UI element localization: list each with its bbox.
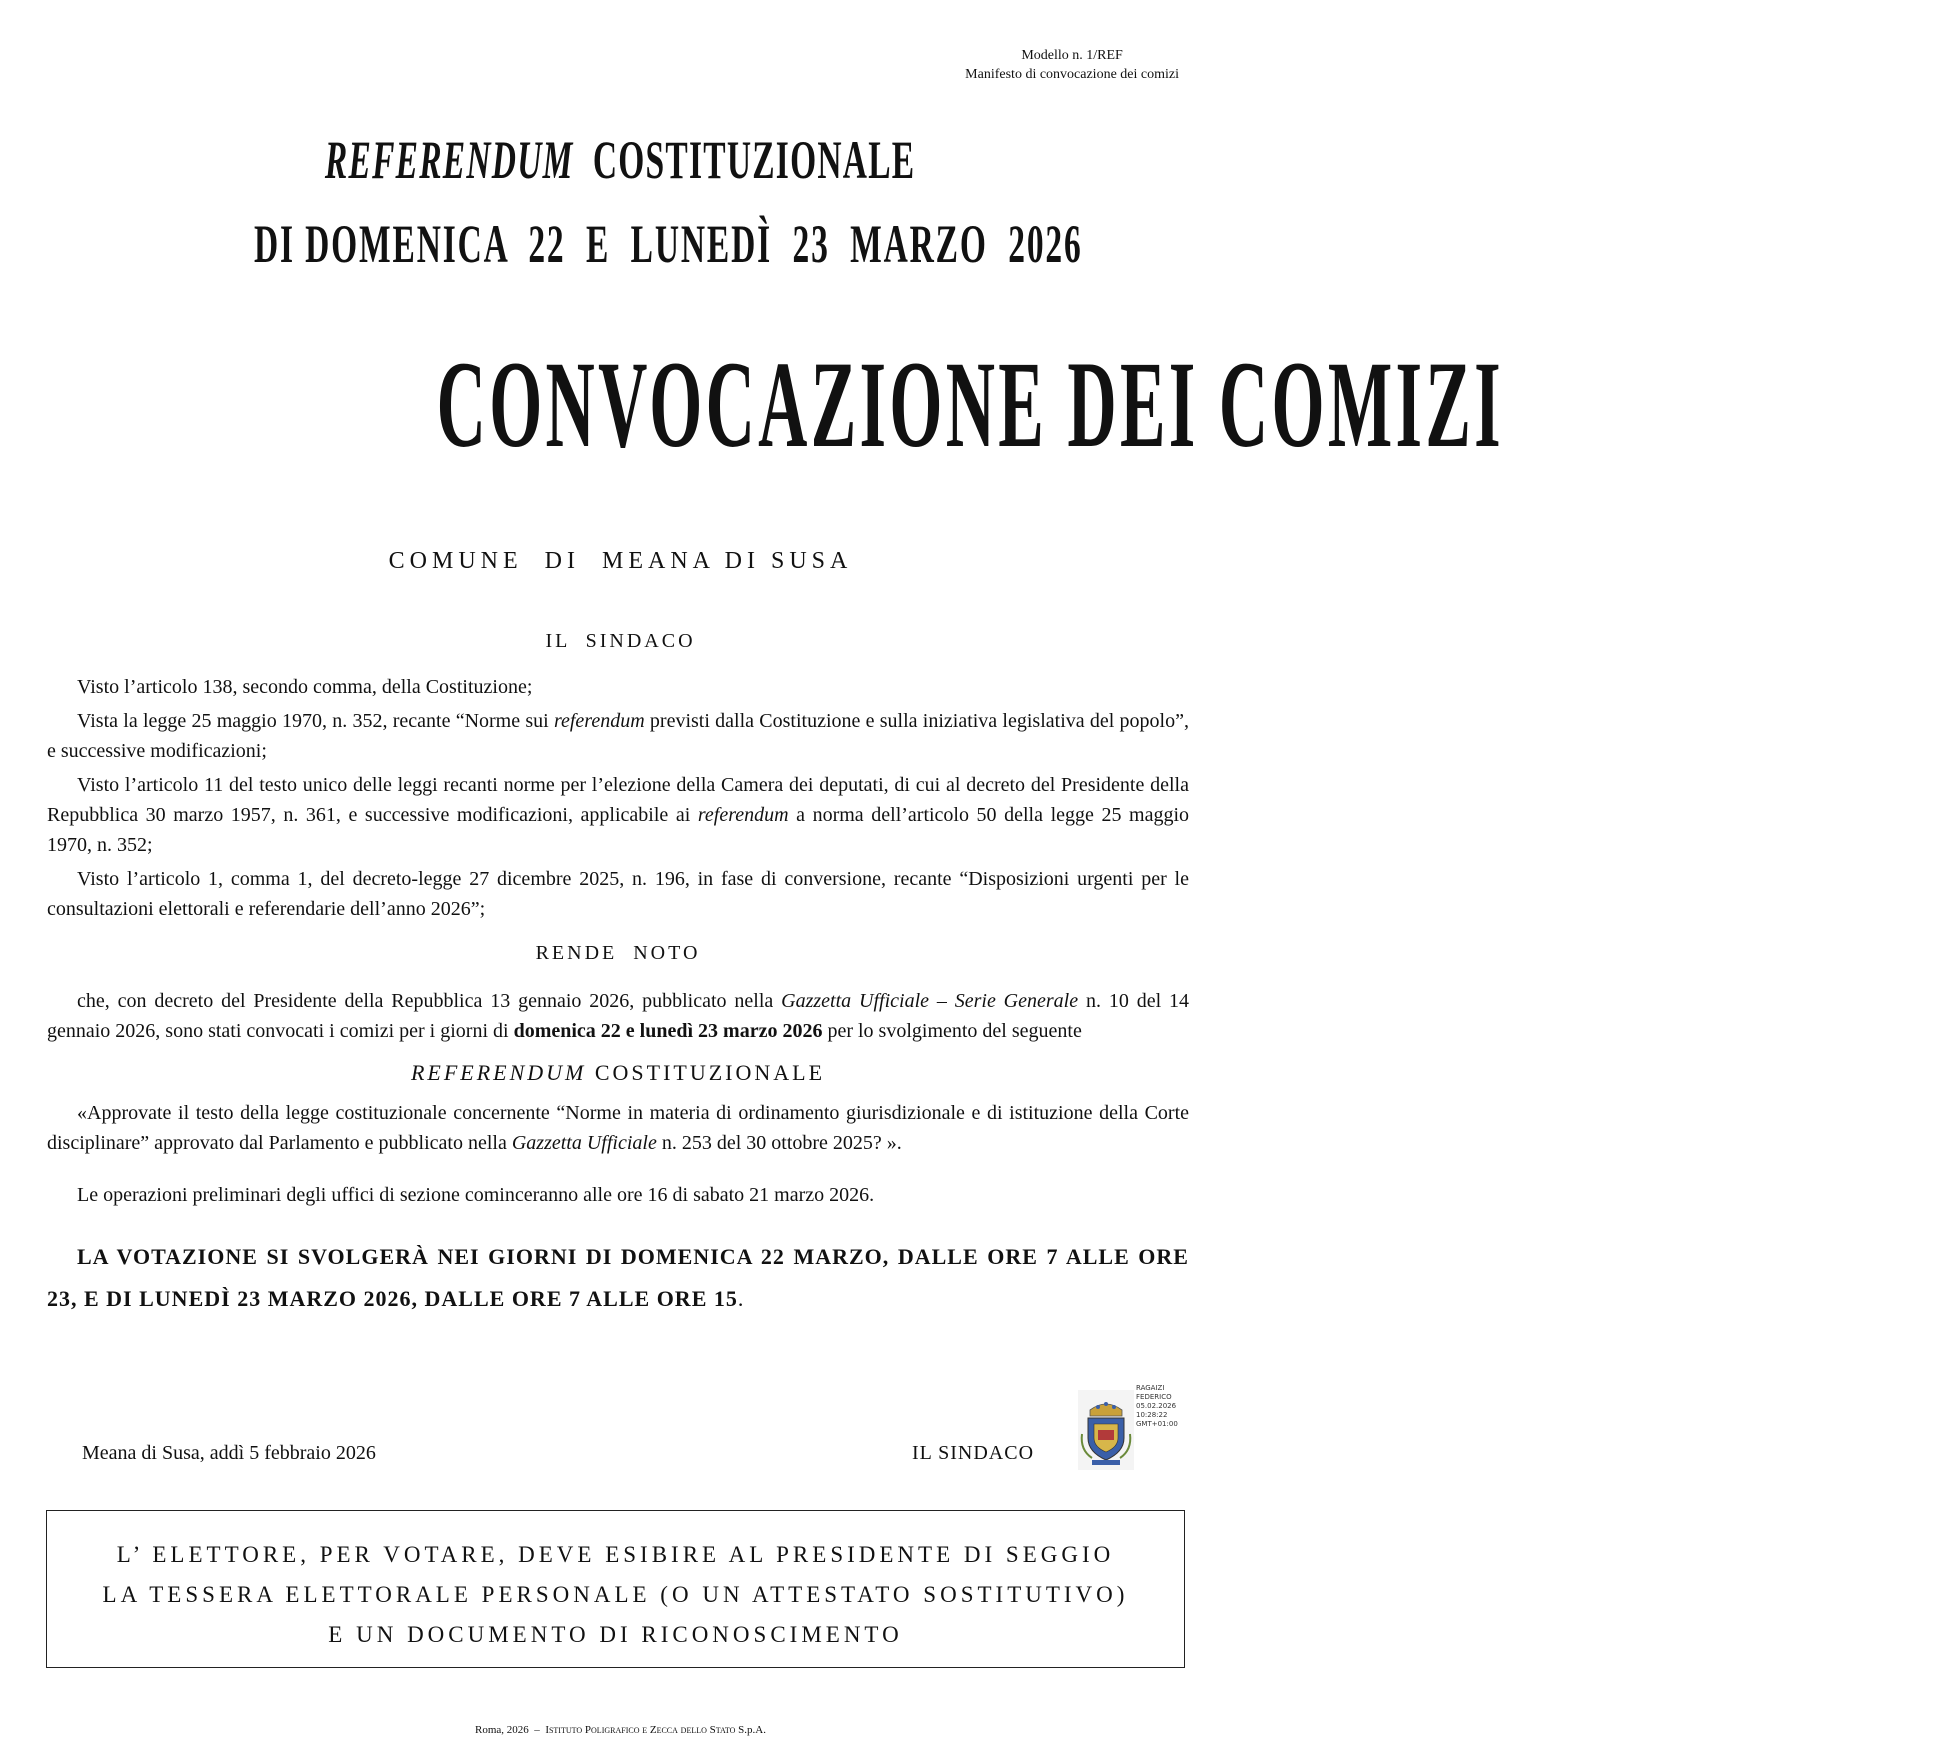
comune-name: COMUNE DI MEANA DI SUSA	[388, 548, 853, 574]
voter-notice-line-1: L’ ELETTORE, PER VOTARE, DEVE ESIBIRE AL PRESIDENTE DI SEGGIO	[116, 1542, 1115, 1567]
voter-notice-line-2: LA TESSERA ELETTORALE PERSONALE (O UN ATTESTATO SOSTITUTIVO)	[102, 1582, 1129, 1607]
premise-2: Vista la legge 25 maggio 1970, n. 352, recante “Norme sui referendum previsti dalla Costituzione e sulla iniziativa legislativa del popolo”, e successive modificazioni;	[47, 710, 1189, 762]
premise-1: Visto l’articolo 138, secondo comma, della Costituzione;	[77, 676, 533, 698]
preliminary-operations: Le operazioni preliminari degli uffici di sezione cominceranno alle ore 16 di sabato 21 marzo 2026.	[77, 1184, 875, 1206]
referendum-heading: REFERENDUM COSTITUZIONALE	[410, 1060, 826, 1085]
printer-footer: Roma, 2026 – Istituto Poligrafico e Zecca dello Stato S.p.A.	[475, 1724, 766, 1736]
premise-3: Visto l’articolo 11 del testo unico delle leggi recanti norme per l’elezione della Camera dei deputati, di cui al decreto del Presidente della Repubblica 30 marzo 1957, n. 361, e successive modificazioni, applicabile ai referendum a norma dell’articolo 50 della legge 25 maggio 1970, n. 352;	[47, 774, 1190, 856]
municipal-seal-icon	[1078, 1390, 1134, 1470]
place-and-date: Meana di Susa, addì 5 febbraio 2026	[82, 1442, 376, 1464]
voter-notice-box	[46, 1510, 1185, 1668]
premise-4: Visto l’articolo 1, comma 1, del decreto-legge 27 dicembre 2025, n. 196, in fase di conversione, recante “Disposizioni urgenti per le consultazioni elettorali e referendarie dell’anno 2026”;	[47, 868, 1189, 920]
il-sindaco-heading: IL SINDACO	[545, 630, 696, 652]
rende-noto-heading: RENDE NOTO	[535, 942, 701, 964]
model-number: Modello n. 1/REF	[1021, 48, 1123, 63]
notice-paragraph: che, con decreto del Presidente della Repubblica 13 gennaio 2026, pubblicato nella Gazzetta Ufficiale – Serie Generale n. 10 del 14 gennaio 2026, sono stati convocati i comizi per i giorni di domenica 22 e lunedì 23 marzo 2026 per lo svolgimento del seguente	[47, 990, 1189, 1042]
model-reference	[965, 46, 1179, 84]
signature-sindaco: IL SINDACO	[912, 1442, 1035, 1464]
main-title: CONVOCAZIONE DEI COMIZI	[436, 336, 1504, 473]
voting-schedule: LA VOTAZIONE SI SVOLGERÀ NEI GIORNI DI DOMENICA 22 MARZO, DALLE ORE 7 ALLE ORE 23, E DI LUNEDÌ 23 MARZO 2026, DALLE ORE 7 ALLE ORE 15.	[47, 1244, 1189, 1311]
voter-notice-line-3: E UN DOCUMENTO DI RICONOSCIMENTO	[328, 1622, 903, 1647]
title-costituzionale: COSTITUZIONALE	[593, 130, 916, 190]
title-date-line: DI DOMENICA 22 E LUNEDÌ 23 MARZO 2026	[253, 214, 1083, 274]
model-description: Manifesto di convocazione dei comizi	[965, 67, 1179, 82]
document-body	[47, 672, 1189, 1324]
digital-signature-info: RAGAIZI FEDERICO 05.02.2026 10:28:22 GMT+01:00	[1136, 1384, 1178, 1428]
title-referendum-italic: REFERENDUM	[325, 130, 574, 190]
referendum-question: «Approvate il testo della legge costituzionale concernente “Norme in materia di ordinamento giurisdizionale e di istituzione della Corte disciplinare” approvato dal Parlamento e pubblicato nella Gazzetta Ufficiale n. 253 del 30 ottobre 2025? ».	[47, 1102, 1189, 1154]
title-referendum	[0, 128, 1241, 192]
